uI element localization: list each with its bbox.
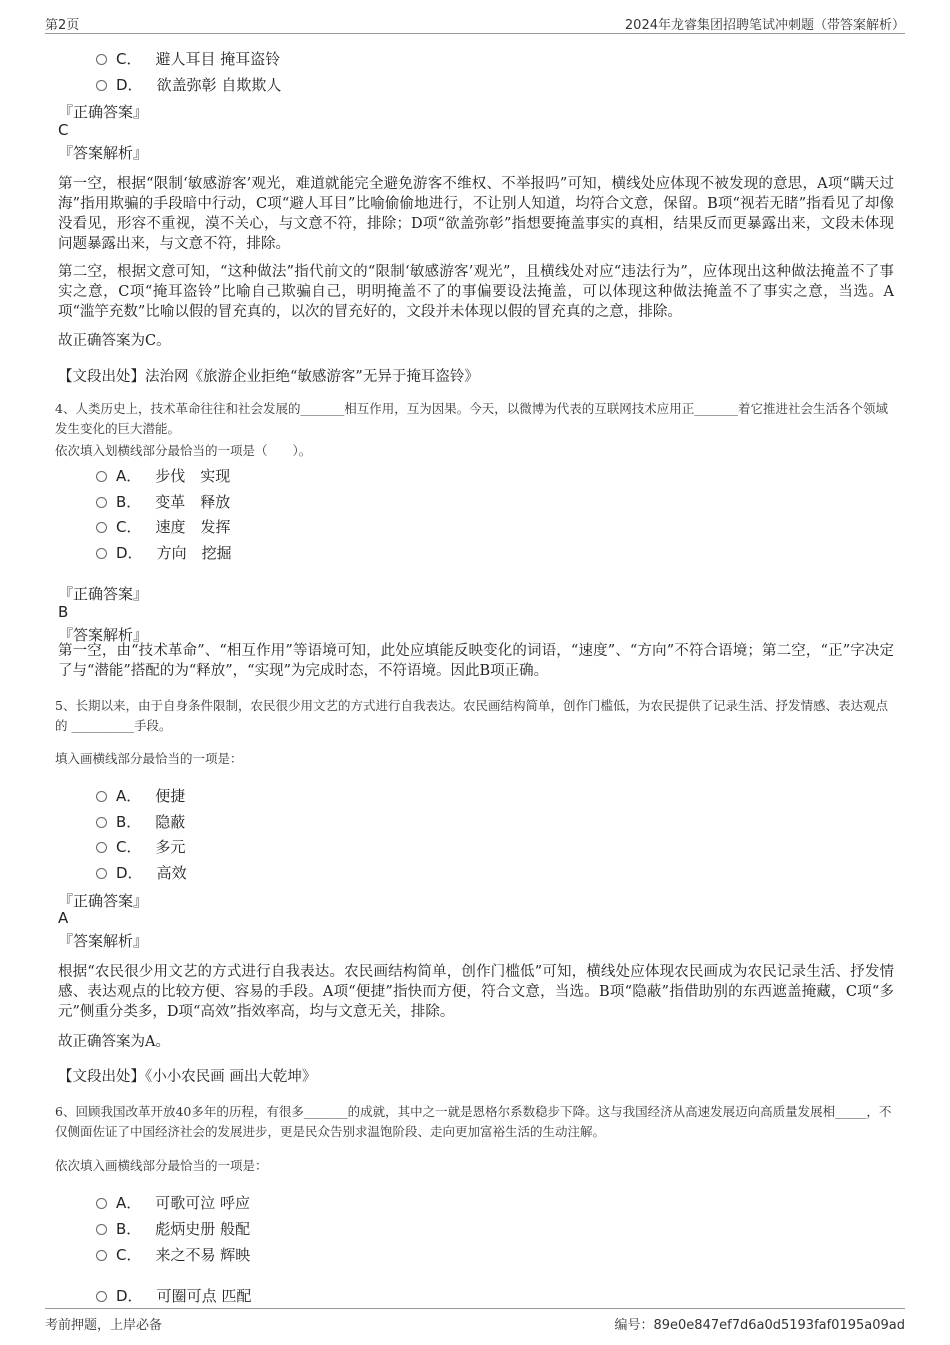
q3-analysis-paragraph-2: 第二空，根据文意可知，“这种做法”指代前文的“限制‘敏感游客’观光”，且横线处对应“违法行为”，应体现出这种做法掩盖不了事实之意，C项“掩耳盗铃”比喻自己欺骗自己，明明掩盖不了的事偏要设法掩盖，可以体现这种做法掩盖不了事实之意，当选。A项“滥竽充数”比喻以假的冒充真的，以次的冒充好的，文段并未体现以假的冒充真的之意，排除。 xyxy=(58,264,894,320)
q5-option-d[interactable]: D． 高效 xyxy=(96,862,187,883)
radio-icon[interactable] xyxy=(96,471,107,482)
q6-option-d[interactable]: D． 可圈可点 匹配 xyxy=(96,1285,251,1306)
q6-option-b[interactable]: B． 彪炳史册 般配 xyxy=(96,1218,250,1239)
q5-answer: A xyxy=(58,909,69,927)
document-title: 2024年龙睿集团招聘笔试冲刺题（带答案解析） xyxy=(624,18,905,33)
q4-option-b[interactable]: B． 变革 释放 xyxy=(96,491,230,512)
q4-option-c[interactable]: C． 速度 发挥 xyxy=(96,516,231,537)
page-number: 第2页 xyxy=(45,18,80,33)
q3-conclusion: 故正确答案为C。 xyxy=(58,333,171,349)
q3-option-c[interactable]: C． 避人耳目 掩耳盗铃 xyxy=(96,48,280,69)
q3-answer: C xyxy=(58,121,69,139)
q5-answer-label: 『正确答案』 xyxy=(58,892,149,910)
radio-icon[interactable] xyxy=(96,1291,107,1302)
q5-conclusion: 故正确答案为A。 xyxy=(58,1034,170,1050)
q3-option-d[interactable]: D． 欲盖弥彰 自欺欺人 xyxy=(96,74,281,95)
header-divider xyxy=(45,33,905,34)
radio-icon[interactable] xyxy=(96,1198,107,1209)
radio-icon[interactable] xyxy=(96,842,107,853)
radio-icon[interactable] xyxy=(96,54,107,65)
q6-option-a[interactable]: A． 可歌可泣 呼应 xyxy=(96,1192,250,1213)
footer-document-id: 编号：89e0e847ef7d6a0d5193faf0195a09ad xyxy=(614,1318,905,1333)
q4-stem: 4、人类历史上，技术革命往往和社会发展的_______相互作用，互为因果。今天，以微博为代表的互联网技术应用正_______着它推进社会生活各个领域发生变化的巨大潜能。 xyxy=(55,401,888,436)
q4-option-d[interactable]: D． 方向 挖掘 xyxy=(96,542,232,563)
footer-divider xyxy=(45,1308,905,1309)
radio-icon[interactable] xyxy=(96,548,107,559)
q5-analysis: 根据“农民很少用文艺的方式进行自我表达。农民画结构简单，创作门槛低”可知，横线处应体现农民画成为农民记录生活、抒发情感、表达观点的比较方便、容易的手段。A项“便捷”指快而方便，符合文意，当选。B项“隐蔽”指借助别的东西遮盖掩藏，C项“多元”侧重分类多，D项“高效”指效率高，均与文意无关，排除。 xyxy=(58,964,894,1020)
q3-answer-label: 『正确答案』 xyxy=(58,103,149,121)
q4-instruction: 依次填入划横线部分最恰当的一项是（ ）。 xyxy=(55,443,312,458)
radio-icon[interactable] xyxy=(96,80,107,91)
q6-option-c[interactable]: C． 来之不易 辉映 xyxy=(96,1244,250,1265)
q3-analysis-paragraph-1: 第一空，根据“限制‘敏感游客’观光，难道就能完全避免游客不维权、不举报吗”可知，横线处应体现不被发现的意思，A项“瞒天过海”指用欺骗的手段暗中行动，C项“避人耳目”比喻偷偷地进行，不让别人知道，均符合文意，保留。B项“视若无睹”指看见了却像没看见，形容不重视，漠不关心，与文意不符，排除；D项“欲盖弥彰”指想要掩盖事实的真相，结果反而更暴露出来，文段未体现问题暴露出来，与文意不符，排除。 xyxy=(58,176,894,252)
q4-analysis-label: 『答案解析』 xyxy=(58,626,149,644)
q6-stem: 6、回顾我国改革开放40多年的历程，有很多_______的成就，其中之一就是恩格尔系数稳步下降。这与我国经济从高速发展迈向高质量发展相_____，不仅侧面佐证了中国经济社会的发展进步，更是民众告别求温饱阶段、走向更加富裕生活的生动注解。 xyxy=(55,1104,892,1139)
radio-icon[interactable] xyxy=(96,817,107,828)
q5-option-a[interactable]: A． 便捷 xyxy=(96,785,185,806)
q5-source: 【文段出处】《小小农民画 画出大乾坤》 xyxy=(58,1069,317,1085)
radio-icon[interactable] xyxy=(96,522,107,533)
radio-icon[interactable] xyxy=(96,868,107,879)
q5-stem: 5、长期以来，由于自身条件限制，农民很少用文艺的方式进行自我表达。农民画结构简单，创作门槛低，为农民提供了记录生活、抒发情感、表达观点的 __________手段。 xyxy=(55,698,888,733)
q3-analysis-label: 『答案解析』 xyxy=(58,144,149,162)
radio-icon[interactable] xyxy=(96,791,107,802)
q4-option-a[interactable]: A． 步伐 实现 xyxy=(96,465,230,486)
q4-answer: B xyxy=(58,603,69,621)
radio-icon[interactable] xyxy=(96,1224,107,1235)
footer-slogan: 考前押题，上岸必备 xyxy=(45,1318,163,1333)
q4-answer-label: 『正确答案』 xyxy=(58,585,149,603)
radio-icon[interactable] xyxy=(96,497,107,508)
q5-instruction: 填入画横线部分最恰当的一项是： xyxy=(55,751,243,766)
q3-source: 【文段出处】法治网《旅游企业拒绝“敏感游客”无异于掩耳盗铃》 xyxy=(58,369,479,385)
q6-instruction: 依次填入画横线部分最恰当的一项是： xyxy=(55,1158,268,1173)
q4-analysis: 第一空，由“技术革命”、“相互作用”等语境可知，此处应填能反映变化的词语，“速度”、“方向”不符合语境；第二空，“正”字决定了与“潜能”搭配的为“释放”，“实现”为完成时态，不符语境。因此B项正确。 xyxy=(58,643,894,679)
q5-analysis-label: 『答案解析』 xyxy=(58,932,149,950)
q5-option-b[interactable]: B． 隐蔽 xyxy=(96,811,185,832)
radio-icon[interactable] xyxy=(96,1250,107,1261)
q5-option-c[interactable]: C． 多元 xyxy=(96,836,186,857)
